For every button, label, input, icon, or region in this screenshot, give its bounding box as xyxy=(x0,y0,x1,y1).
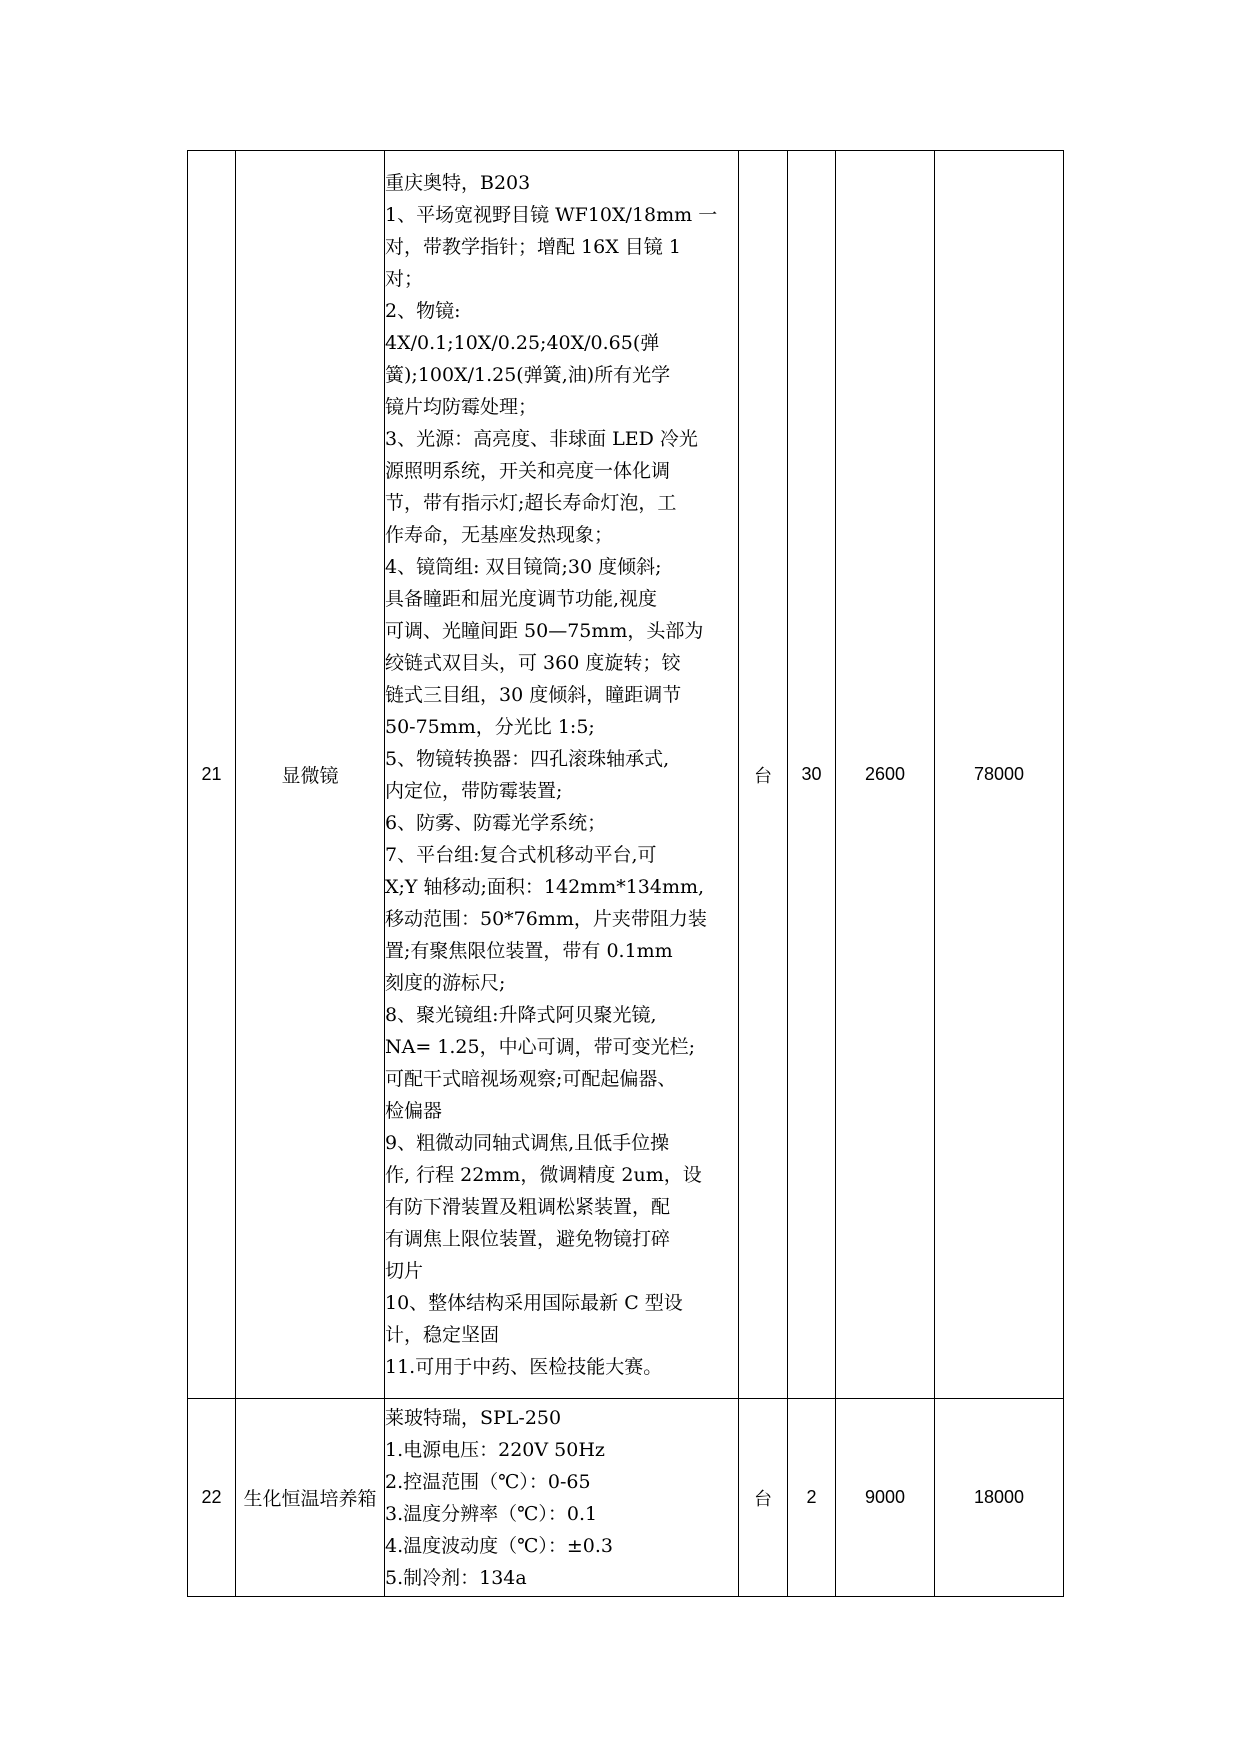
spec-line: 50-75mm，分光比 1:5; xyxy=(385,715,595,738)
spec-line: 6、防雾、防霉光学系统； xyxy=(385,811,607,834)
spec-line: 有防下滑装置及粗调松紧装置，配 xyxy=(385,1195,671,1218)
spec-line: 2、物镜: xyxy=(385,299,461,322)
item-total-price: 78000 xyxy=(935,151,1064,1399)
spec-line: 对，带教学指针；增配 16X 目镜 1 xyxy=(385,235,681,258)
spec-line: 具备瞳距和屈光度调节功能,视度 xyxy=(385,587,658,610)
table-row xyxy=(188,1399,1064,1597)
spec-line: 4X/0.1;10X/0.25;40X/0.65(弹 xyxy=(385,331,660,354)
spec-line: 3、光源：高亮度、非球面 LED 冷光 xyxy=(385,427,698,450)
spec-line: 1、平场宽视野目镜 WF10X/18mm 一 xyxy=(385,203,718,226)
spec-line: 置;有聚焦限位装置，带有 0.1mm xyxy=(385,939,673,962)
item-number: 22 xyxy=(188,1399,236,1597)
spec-line: 有调焦上限位装置，避免物镜打碎 xyxy=(385,1227,671,1250)
spec-line: 簧);100X/1.25(弹簧,油)所有光学 xyxy=(385,363,671,386)
spec-line: 2.控温范围（℃）：0-65 xyxy=(385,1470,591,1493)
item-quantity: 30 xyxy=(788,151,836,1399)
equipment-spec-table xyxy=(187,150,1064,1597)
spec-line: 作, 行程 22mm，微调精度 2um，设 xyxy=(385,1163,702,1186)
spec-line: 链式三目组，30 度倾斜，瞳距调节 xyxy=(385,683,682,706)
spec-line: 3.温度分辨率（℃）：0.1 xyxy=(385,1502,598,1525)
spec-line: 源照明系统，开关和亮度一体化调 xyxy=(385,459,671,482)
item-unit: 台 xyxy=(739,1399,788,1597)
spec-line: 计，稳定坚固 xyxy=(385,1323,500,1346)
item-unit-price: 9000 xyxy=(836,1399,935,1597)
spec-line: 5.制冷剂：134a xyxy=(385,1566,527,1589)
spec-line: 1.电源电压：220V 50Hz xyxy=(385,1438,605,1461)
spec-line: 可调、光瞳间距 50—75mm，头部为 xyxy=(385,619,704,642)
item-name: 显微镜 xyxy=(236,151,385,1399)
item-spec xyxy=(385,151,739,1399)
spec-line: 8、聚光镜组:升降式阿贝聚光镜, xyxy=(385,1003,657,1026)
spec-line: X;Y 轴移动;面积：142mm*134mm, xyxy=(385,875,705,898)
spec-line: 对； xyxy=(385,267,424,290)
spec-line: 检偏器 xyxy=(385,1099,443,1122)
spec-line: 10、整体结构采用国际最新 C 型设 xyxy=(385,1291,683,1314)
item-unit-price: 2600 xyxy=(836,151,935,1399)
spec-line: 内定位，带防霉装置; xyxy=(385,779,563,802)
item-number: 21 xyxy=(188,151,236,1399)
item-name: 生化恒温培养箱 xyxy=(236,1399,385,1597)
spec-line: 5、物镜转换器：四孔滚珠轴承式, xyxy=(385,747,670,770)
spec-line: 7、平台组:复合式机移动平台,可 xyxy=(385,843,657,866)
spec-line: 作寿命，无基座发热现象； xyxy=(385,523,614,546)
spec-line: NA= 1.25，中心可调，带可变光栏; xyxy=(385,1035,696,1058)
spec-line: 11.可用于中药、医检技能大赛。 xyxy=(385,1355,663,1378)
item-unit: 台 xyxy=(739,151,788,1399)
spec-line: 节，带有指示灯;超长寿命灯泡，工 xyxy=(385,491,677,514)
spec-line: 4.温度波动度（℃）：±0.3 xyxy=(385,1534,614,1557)
spec-line: 重庆奥特，B203 xyxy=(385,171,531,194)
item-quantity: 2 xyxy=(788,1399,836,1597)
spec-line: 镜片均防霉处理； xyxy=(385,395,538,418)
spec-line: 莱玻特瑞，SPL-250 xyxy=(385,1406,562,1429)
spec-line: 移动范围：50*76mm，片夹带阻力装 xyxy=(385,907,707,930)
spec-line: 可配干式暗视场观察;可配起偏器、 xyxy=(385,1067,677,1090)
item-spec xyxy=(385,1399,739,1597)
spec-line: 绞链式双目头，可 360 度旋转；铰 xyxy=(385,651,681,674)
spec-line: 切片 xyxy=(385,1259,424,1282)
table-row xyxy=(188,151,1064,1399)
spec-line: 4、镜筒组: 双目镜筒;30 度倾斜; xyxy=(385,555,662,578)
spec-line: 刻度的游标尺; xyxy=(385,971,506,994)
spec-line: 9、粗微动同轴式调焦,且低手位操 xyxy=(385,1131,670,1154)
item-total-price: 18000 xyxy=(935,1399,1064,1597)
